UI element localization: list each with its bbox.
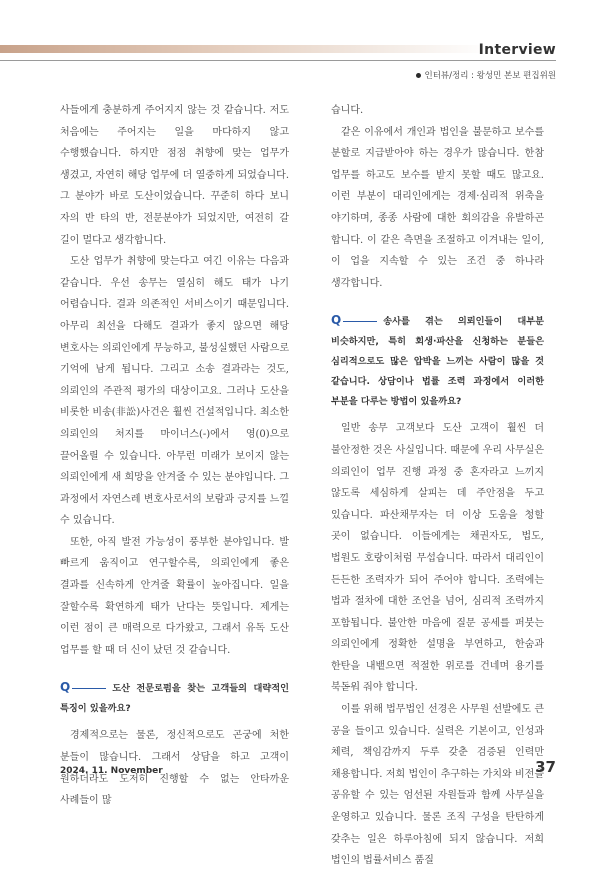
question-rule [343, 321, 377, 322]
page-number: 37 [535, 758, 556, 776]
question-mark-label: Q [331, 313, 342, 328]
right-column [331, 100, 544, 872]
paragraph: 경제적으로는 물론, 정신적으로도 곤궁에 처한 분들이 많습니다. 그래서 상담을 하고 고객이 원하더라도 도저히 진행할 수 없는 안타까운 사례들이 많 [60, 730, 289, 807]
header-accent-bar [0, 45, 490, 53]
question-block [331, 310, 544, 412]
question-mark-label: Q [60, 680, 71, 695]
paragraph: 습니다. [331, 105, 364, 116]
paragraph: 이를 위해 법무법인 선경은 사무원 선발에도 큰 공을 들이고 있습니다. 실력은 기본이고, 인성과 체력, 책임감까지 두루 갖춘 검증된 인력만 채용합니다. 저희 법인이 추구하는 가치와 비전을 공유할 수 있는 엄선된 자원들과 함께 사무실을 운영하고 있습니다. 물론 조직 구성을 탄탄하게 갖추는 일은 하루아침에 되지 않습니다. 저희 법인의 법률서비스 품질 [331, 704, 544, 867]
question-text: 도산 전문로펌을 찾는 고객들의 대략적인 특징이 있을까요? [60, 683, 289, 715]
bullet-icon [416, 73, 421, 78]
question-rule [72, 688, 106, 689]
paragraph: 일반 송무 고객보다 도산 고객이 훨씬 더 불안정한 것은 사실입니다. 때문에 우리 사무실은 의뢰인이 업무 진행 과정 중 혼자라고 느끼지 않도록 세심하게 살피는 데 주안점을 두고 있습니다. 파산채무자는 더 이상 도움을 청할 곳이 없습니다. 이들에게는 채권자도, 법도, 법원도 호랑이처럼 무섭습니다. 따라서 대리인이 든든한 조력자가 되어 주어야 합니다. 조력에는 법과 절차에 대한 조언을 넘어, 심리적 조력까지 포함됩니다. 불안한 마음에 질문 공세를 퍼붓는 의뢰인에게 정확한 설명을 부연하고, 한숨과 한탄을 내뱉으면 적절한 위로를 건네며 용기를 북돋워 줘야 합니다. [331, 423, 544, 694]
paragraph: 또한, 아직 발전 가능성이 풍부한 분야입니다. 발 빠르게 움직이고 연구할수록, 의뢰인에게 좋은 결과를 신속하게 안겨줄 확률이 높아집니다. 일을 잘할수록 확연하게 태가 난다는 뜻입니다. 제게는 이런 점이 큰 매력으로 다가왔고, 그래서 유독 도산 업무를 할 때 더 신이 났던 것 같습니다. [60, 536, 289, 656]
paragraph: 도산 업무가 취향에 맞는다고 여긴 이유는 다음과 같습니다. 우선 송무는 열심히 해도 태가 나기 어렵습니다. 결과 의존적인 서비스이기 때문입니다. 아무리 최선을 다해도 결과가 좋지 않으면 해당 변호사는 의뢰인에게 무능하고, 불성실했던 사람으로 기억에 남게 됩니다. 그리고 소송 결과라는 것도, 의뢰인의 주관적 평가의 대상이고요. 그러나 도산을 비롯한 비송(非訟)사건은 훨씬 건설적입니다. 최소한 의뢰인의 처지를 마이너스(-)에서 영(0)으로 끌어올릴 수 있습니다. 아무런 미래가 보이지 않는 의뢰인에게 새 희망을 안겨줄 수 있는 분야입니다. 그 과정에서 자연스레 변호사로서의 보람과 긍지를 느낄 수 있습니다. [60, 256, 289, 527]
question-text: 송사를 겪는 의뢰인들이 대부분 비슷하지만, 특히 회생·파산을 신청하는 분들은 심리적으로도 많은 압박을 느끼는 사람이 많을 것 같습니다. 상담이나 법률 조력 과정에서 이러한 부분을 다루는 방법이 있을까요? [331, 316, 544, 408]
paragraph: 사들에게 충분하게 주어지지 않는 것 같습니다. 저도 처음에는 주어지는 일을 마다하지 않고 수행했습니다. 하지만 점점 취향에 맞는 업무가 생겼고, 자연히 해당 업무에 더 열중하게 되었습니다. 그 분야가 바로 도산이었습니다. 꾸준히 하다 보니 자의 반 타의 반, 전문분야가 되었지만, 여전히 갈 길이 멀다고 생각합니다. [60, 105, 289, 246]
byline [416, 69, 557, 81]
byline-text: 인터뷰/정리 : 왕성민 본보 편집위원 [424, 71, 556, 81]
section-title: Interview [478, 42, 556, 58]
question-block [60, 677, 289, 719]
question [60, 677, 289, 719]
header-divider [0, 60, 556, 61]
paragraph: 같은 이유에서 개인과 법인을 불문하고 보수를 분할로 지급받아야 하는 경우가 많습니다. 한참 업무를 하고도 보수를 받지 못할 때도 많고요. 이런 부분이 대리인에게는 경제·심리적 위축을 야기하며, 종종 사람에 대한 회의감을 유발하곤 합니다. 이 같은 측면을 조절하고 이겨내는 일이, 이 업을 지속할 수 있는 조건 중 하나라 생각합니다. [331, 126, 544, 289]
question [331, 310, 544, 412]
left-column [60, 100, 289, 812]
issue-date: 2024. 11. November [60, 766, 163, 776]
